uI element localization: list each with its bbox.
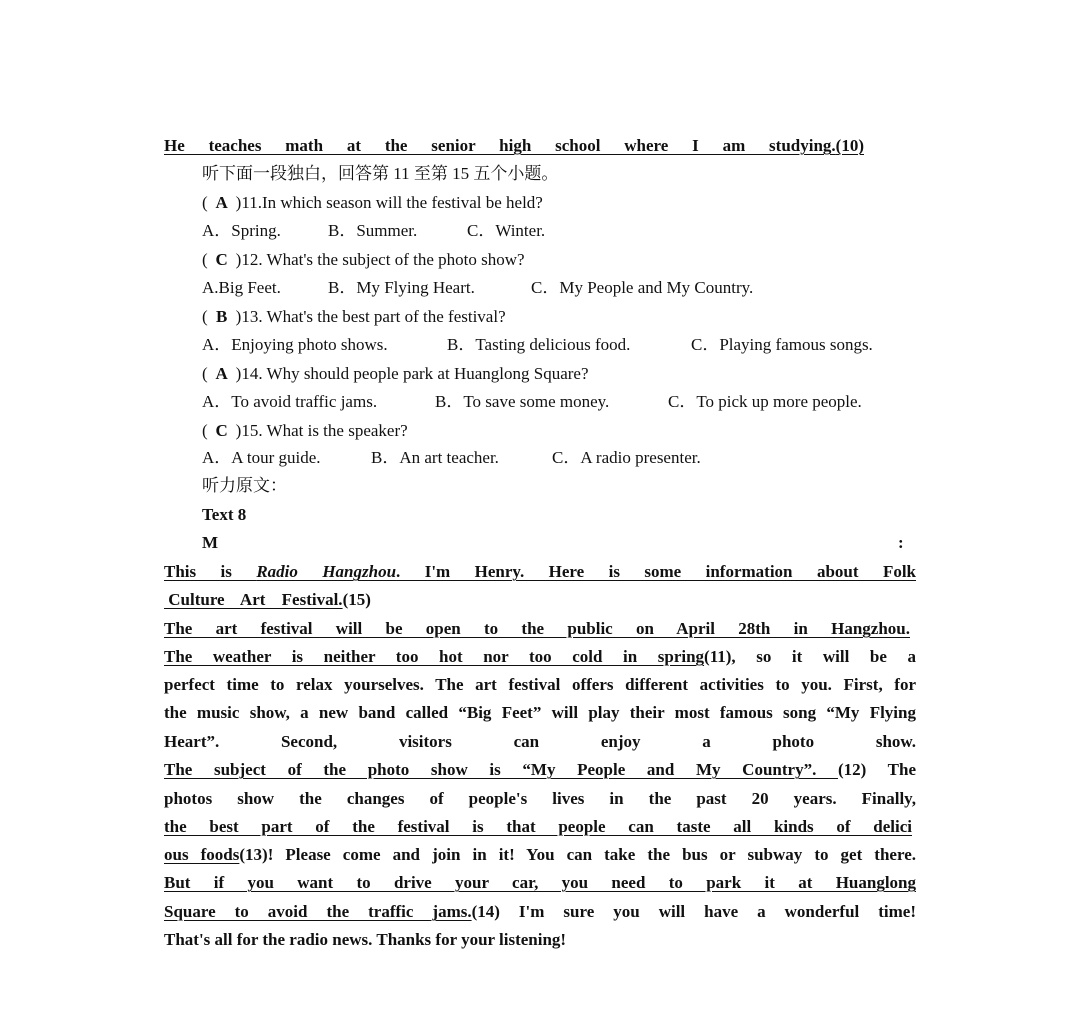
option-b: B．My Flying Heart. (328, 278, 475, 297)
question-stem-15: )15. What is the speaker? (235, 421, 408, 440)
answer-11: A (215, 193, 228, 212)
question-stem-14: )14. Why should people park at Huanglong Square? (235, 364, 589, 383)
paren-open: ( (202, 307, 208, 326)
option-a: A．Spring. (202, 221, 281, 240)
options-11 (202, 221, 545, 241)
paren-open: ( (202, 193, 208, 212)
question-14 (202, 364, 589, 384)
options-13 (202, 335, 873, 355)
question-15 (202, 421, 408, 441)
options-15 (202, 448, 701, 468)
transcript-line-13 (164, 902, 916, 922)
transcript-line-8 (164, 760, 916, 780)
text-segment: Square to avoid the traffic jams. (164, 902, 472, 921)
question-stem-13: )13. What's the best part of the festival? (235, 307, 506, 326)
transcript-line-2 (164, 590, 371, 610)
option-c: C．Winter. (467, 221, 546, 240)
text-segment: (12) The (837, 760, 916, 779)
transcript-line-1 (164, 562, 916, 582)
paren-open: ( (202, 421, 208, 440)
speaker-label: M (202, 533, 219, 552)
option-a: A.Big Feet. (202, 278, 281, 297)
question-stem-11: )11.In which season will the festival be held? (235, 193, 543, 212)
option-c: C．My People and My Country. (531, 278, 754, 297)
text-segment: . I'm Henry. Here is some information about Folk (396, 562, 917, 581)
option-a: A．Enjoying photo shows. (202, 335, 388, 354)
option-a: A．To avoid traffic jams. (202, 392, 378, 411)
options-12 (202, 278, 753, 298)
transcript-line-9: photos show the changes of people's lives in the past 20 years. Finally, (164, 789, 916, 808)
transcript-line-3: The art festival will be open to the public on April 28th in Hangzhou. (164, 619, 910, 638)
question-12 (202, 250, 525, 270)
header-sentence-text: He teaches math at the senior high school where I am studying. (164, 136, 836, 155)
option-c: C．A radio presenter. (552, 448, 701, 467)
text-segment: This is (164, 562, 257, 581)
header-sentence (164, 136, 864, 156)
option-c: C．Playing famous songs. (691, 335, 873, 354)
text-segment: (14) I'm sure you will have a wonderful time! (471, 902, 916, 921)
answer-13: B (216, 307, 228, 326)
text-segment: ous foods (164, 845, 240, 864)
transcript-line-4 (164, 647, 916, 667)
transcript-line-10: the best part of the festival is that people can taste all kinds of delici (164, 817, 912, 836)
option-a: A．A tour guide. (202, 448, 321, 467)
text-segment: The weather is neither too hot nor too cold in spring (164, 647, 705, 666)
speaker-colon: : (898, 533, 904, 552)
option-b: B．To save some money. (435, 392, 610, 411)
text-segment: (13)! Please come and join in it! You can take the bus or subway to get there. (239, 845, 917, 864)
paren-open: ( (202, 364, 208, 383)
option-b: B．Summer. (328, 221, 418, 240)
question-11 (202, 193, 543, 213)
answer-12: C (215, 250, 228, 269)
radio-name: Radio Hangzhou (256, 562, 397, 581)
text-segment: Culture Art Festival. (164, 590, 343, 609)
section-intro: 听下面一段独白，回答第 11 至第 15 五个小题。 (202, 164, 559, 183)
option-c: C．To pick up more people. (668, 392, 862, 411)
transcript-label: 听力原文： (202, 476, 287, 495)
transcript-line-14: That's all for the radio news. Thanks for your listening! (164, 930, 567, 949)
answer-15: C (215, 421, 228, 440)
question-stem-12: )12. What's the subject of the photo show? (235, 250, 525, 269)
text-label: Text 8 (202, 505, 247, 524)
transcript-line-12: But if you want to drive your car, you need to park it at Huanglong (164, 873, 916, 892)
transcript-line-11 (164, 845, 916, 865)
option-b: B．An art teacher. (371, 448, 499, 467)
option-b: B．Tasting delicious food. (447, 335, 631, 354)
transcript-line-7: Heart”. Second, visitors can enjoy a photo show. (164, 732, 916, 751)
question-13 (202, 307, 506, 327)
header-sentence-number: (10) (835, 136, 864, 155)
options-14 (202, 392, 862, 412)
question-ref: (15) (342, 590, 371, 609)
paren-open: ( (202, 250, 208, 269)
answer-14: A (215, 364, 228, 383)
text-segment: (11), so it will be a (704, 647, 916, 666)
text-segment: The subject of the photo show is “My People and My Country”. (164, 760, 838, 779)
transcript-line-6: the music show, a new band called “Big Feet” will play their most famous song “My Flying (164, 703, 916, 722)
transcript-line-5: perfect time to relax yourselves. The art festival offers different activities to you. First, for (164, 675, 916, 694)
